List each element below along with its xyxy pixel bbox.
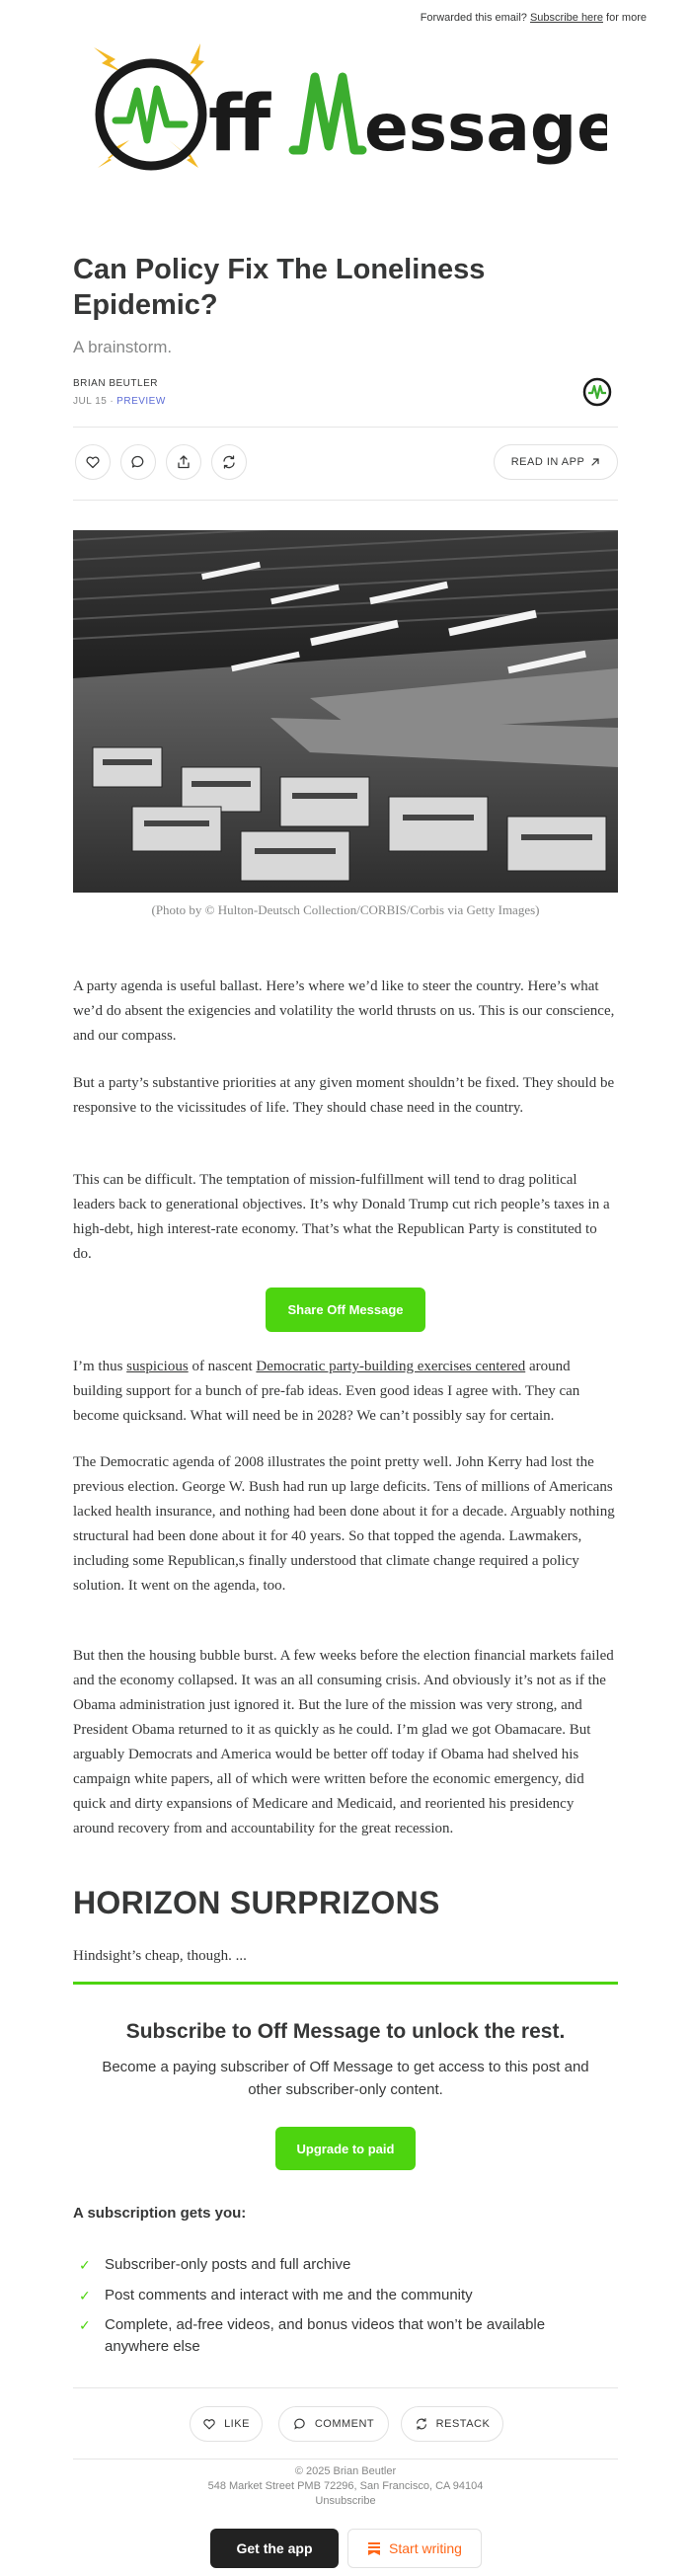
divider: [73, 427, 618, 428]
like-label: LIKE: [224, 2418, 250, 2430]
checkmark-icon: ✓: [79, 2257, 91, 2273]
publication-logo[interactable]: [74, 30, 607, 188]
post-title[interactable]: Can Policy Fix The Loneliness Epidemic?: [73, 254, 486, 321]
read-in-app-button[interactable]: [494, 444, 618, 480]
body-paragraph: The Democratic agenda of 2008 illustrates the point pretty well. John Kerry had lost the previous election. George W. Bush had run up large deficits. Tens of millions of Americans lacked health insurance, and nothing had been done about it for a decade. Arguably nothing structural had been done about it for 40 years. So that topped the agenda. Lawmakers, including some Republican,s finally understood that climate change required a policy solution. It went on the agenda, too.: [73, 1454, 615, 1594]
comment-icon: [130, 454, 146, 470]
post-subtitle: A brainstorm.: [73, 338, 173, 356]
preview-label: PREVIEW: [116, 396, 166, 407]
forward-prefix: Forwarded this email?: [420, 12, 527, 24]
restack-label: RESTACK: [435, 2418, 491, 2430]
benefit-item: [79, 2254, 612, 2276]
start-writing-label: Start writing: [389, 2540, 462, 2556]
section-heading: HORIZON SURPRIZONS: [73, 1885, 440, 1920]
paywall-title: Subscribe to Off Message to unlock the rest.: [125, 2020, 566, 2043]
arrow-up-right-icon: [590, 457, 600, 467]
share-off-message-button[interactable]: Share Off Message: [266, 1288, 425, 1332]
photo-caption: (Photo by © Hulton-Deutsch Collection/CORBIS/Corbis via Getty Images): [151, 902, 540, 917]
p4-text-a: I’m thus: [73, 1359, 127, 1374]
publication-avatar-icon[interactable]: [581, 376, 613, 408]
svg-text:ff: ff: [208, 80, 271, 169]
divider: [73, 2387, 618, 2388]
author-name[interactable]: BRIAN BEUTLER: [73, 378, 158, 389]
comment-button[interactable]: [120, 444, 156, 480]
comment-label: COMMENT: [314, 2418, 375, 2430]
benefit-text: Complete, ad-free videos, and bonus videos that won’t be available anywhere else: [105, 2316, 546, 2355]
start-writing-button[interactable]: [347, 2529, 482, 2568]
forward-suffix: for more: [606, 12, 647, 24]
copyright: © 2025 Brian Beutler: [294, 2465, 397, 2477]
restack-icon: [415, 2417, 428, 2431]
p4-text-c: around building support for a bunch of pre-fab ideas. Even good ideas I agree with. They can become quicksand. What will need be in 2028? We can’t possibly say for certain.: [73, 1359, 580, 1424]
heart-icon: [202, 2417, 216, 2431]
substack-icon: [367, 2541, 381, 2555]
like-button[interactable]: [75, 444, 111, 480]
mailing-address: 548 Market Street PMB 72296, San Francisco, CA 94104: [207, 2480, 484, 2492]
benefits-heading: A subscription gets you:: [73, 2205, 247, 2222]
restack-button[interactable]: [211, 444, 247, 480]
forward-notice: [421, 12, 647, 24]
read-in-app-label: READ IN APP: [510, 456, 585, 468]
paywall-description: Become a paying subscriber of Off Message to get access to this post and other subscriber-only content.: [102, 2059, 589, 2098]
restack-pill-button[interactable]: [401, 2406, 503, 2442]
p4-text-b: of nascent: [188, 1359, 257, 1374]
body-paragraph: But then the housing bubble burst. A few weeks before the election financial markets failed and the economy collapsed. It was an all consuming crisis. And obviously it’s not as if the Obama administration just ignored it. But the lure of the mission was very strong, and President Obama returned to it as quickly as he could. I’m glad we got Obamacare. But arguably Democrats and America would be better off today if Obama had shelved his campaign white papers, all of which were written before the economic emergency, did quick and dirty expansions of Medicare and Medicaid, and reoriented his presidency around recovery from and accountability for the great recession.: [73, 1648, 614, 1836]
body-paragraph: This can be difficult. The temptation of mission-fulfillment will tend to drag political leaders back to generational objectives. It’s why Donald Trump cut rich people’s taxes in a high-debt, high interest-rate economy. That’s what the Republican Party is constituted to do.: [73, 1172, 610, 1262]
suspicious-link[interactable]: suspicious: [126, 1359, 189, 1374]
body-paragraph: But a party’s substantive priorities at any given moment shouldn’t be fixed. They should be responsive to the vicissitudes of life. They should chase need in the country.: [73, 1075, 615, 1116]
paywall-divider: [73, 1982, 618, 1985]
subscribe-here-link[interactable]: Subscribe here: [529, 12, 603, 24]
share-icon: [176, 454, 192, 470]
democratic-party-building-link[interactable]: Democratic party-building exercises centered: [256, 1359, 526, 1374]
body-paragraph: [73, 1355, 618, 1429]
like-pill-button[interactable]: [190, 2406, 263, 2442]
upgrade-to-paid-button[interactable]: Upgrade to paid: [275, 2127, 416, 2170]
teaser-paragraph: Hindsight’s cheap, though. ...: [73, 1948, 247, 1964]
benefit-text: Post comments and interact with me and the community: [105, 2287, 473, 2303]
benefit-text: Subscriber-only posts and full archive: [105, 2256, 351, 2273]
comment-icon: [293, 2417, 307, 2431]
benefit-item: [79, 2285, 612, 2306]
heart-icon: [85, 454, 101, 470]
date-separator: ∙: [110, 396, 114, 407]
post-date: JUL 15: [73, 396, 108, 407]
share-button[interactable]: [166, 444, 201, 480]
benefit-item: [79, 2314, 612, 2358]
post-dateline: [73, 396, 166, 407]
divider: [73, 500, 618, 501]
checkmark-icon: ✓: [79, 2288, 91, 2303]
checkmark-icon: ✓: [79, 2317, 91, 2333]
post-hero-image[interactable]: [73, 530, 618, 893]
body-paragraph: A party agenda is useful ballast. Here’s where we’d like to steer the country. Here’s what we’d do absent the exigencies and volatility the world thrusts on us. This is our conscience, and our compass.: [73, 978, 615, 1044]
restack-icon: [221, 454, 237, 470]
svg-text:essage: essage: [364, 90, 607, 166]
comment-pill-button[interactable]: [278, 2406, 389, 2442]
get-the-app-button[interactable]: Get the app: [210, 2529, 339, 2568]
unsubscribe-link[interactable]: Unsubscribe: [315, 2495, 376, 2507]
